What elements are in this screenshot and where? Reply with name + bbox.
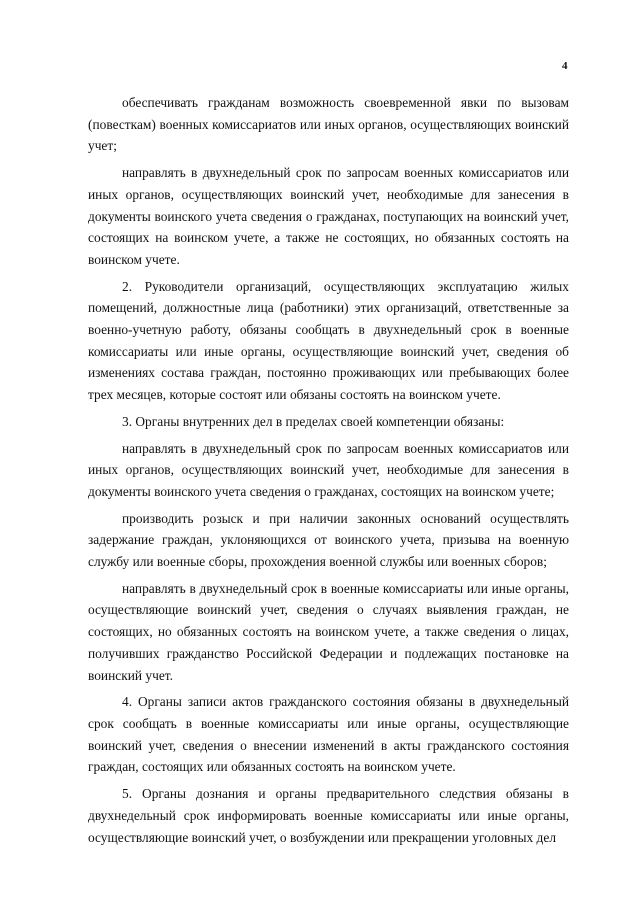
page-number: 4 — [562, 60, 568, 72]
paragraph-item-2-housing-organizations: 2. Руководители организаций, осуществляющих эксплуатацию жилых помещений, должностные лица (работники) этих организаций, ответственные за военно-учетную работу, обязаны сообщать в двухнедельный срок в военные комиссариаты или иные органы, осуществляющие воинский учет, сведения об изменениях состава граждан, постоянно проживающих или пребывающих более трех месяцев, которые состоят или обязаны состоять на воинском учете. — [88, 278, 569, 403]
paragraph-search-and-detain: производить розыск и при наличии законных оснований осуществлять задержание граждан, уклоняющихся от воинского учета, призыва на военную службу или военные сборы, прохождения военной службы или военных сборов; — [88, 510, 569, 570]
paragraph-internal-affairs-send-info: направлять в двухнедельный срок по запросам военных комиссариатов или иных органов, осуществляющих воинский учет, необходимые для занесения в документы воинского учета сведения о гражданах, состоящих на воинском учете; — [88, 440, 569, 499]
paragraph-item-5-investigation-bodies: 5. Органы дознания и органы предварительного следствия обязаны в двухнедельный срок информировать военные комиссариаты или иные органы, осуществляющие воинский учет, о возбуждении или прекращении уголовных дел — [88, 786, 569, 845]
document-body — [88, 92, 569, 848]
paragraph-send-info-on-request: направлять в двухнедельный срок по запросам военных комиссариатов или иных органов, осуществляющих воинский учет, необходимые для занесения в документы воинского учета сведения о гражданах, поступающих на воинский учет, состоящих на воинском учете, а также не состоящих, но обязанных состоять на воинском учете. — [88, 165, 569, 267]
paragraph-ensure-appearance: обеспечивать гражданам возможность своевременной явки по вызовам (повесткам) военных комиссариатов или иных органов, осуществляющих воинский учет; — [88, 95, 569, 154]
paragraph-item-4-civil-registry: 4. Органы записи актов гражданского состояния обязаны в двухнедельный срок сообщать в военные комиссариаты или иные органы, осуществляющие воинский учет, сведения о внесении изменений в акты гражданского состояния граждан, состоящих или обязанных состоять на воинском учете. — [88, 694, 569, 775]
paragraph-item-3-internal-affairs: 3. Органы внутренних дел в пределах своей компетенции обязаны: — [122, 413, 505, 429]
paragraph-report-unregistered-citizens: направлять в двухнедельный срок в военные комиссариаты или иные органы, осуществляющие воинский учет, сведения о случаях выявления граждан, не состоящих, но обязанных состоять на воинском учете, а также сведения о лицах, получивших гражданство Российской Федерации и подлежащих постановке на воинский учет. — [88, 580, 569, 683]
